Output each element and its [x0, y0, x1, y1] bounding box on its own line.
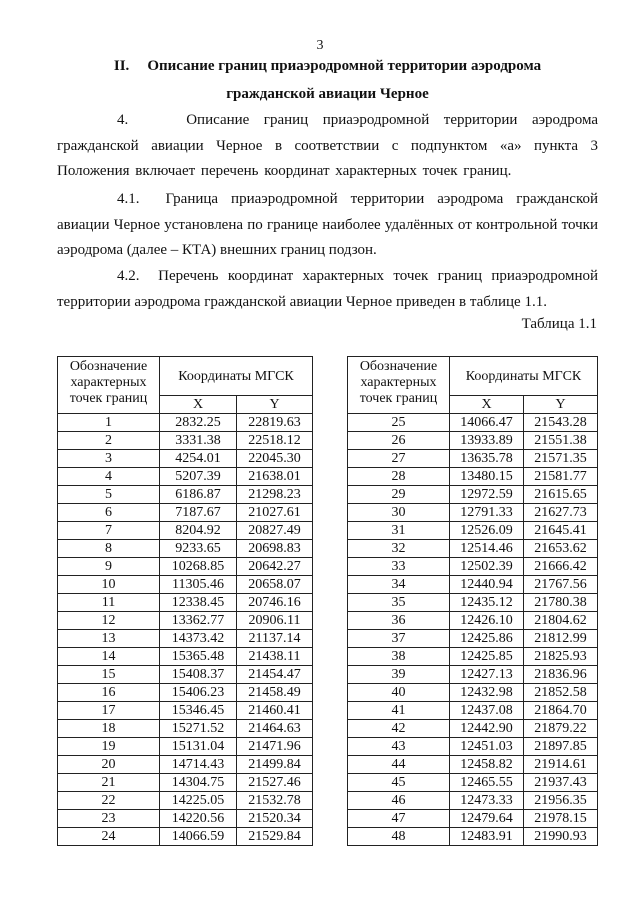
x-coordinate: 14304.75 — [160, 774, 237, 792]
y-coordinate: 20698.83 — [237, 540, 313, 558]
table-row — [58, 684, 313, 702]
x-coordinate: 12435.12 — [450, 594, 524, 612]
table-row — [58, 522, 313, 540]
point-number: 20 — [58, 756, 160, 774]
table-row — [348, 702, 598, 720]
y-coordinate: 21956.35 — [524, 792, 598, 810]
point-number: 28 — [348, 468, 450, 486]
point-number: 4 — [58, 468, 160, 486]
y-coordinate: 21812.99 — [524, 630, 598, 648]
point-number: 43 — [348, 738, 450, 756]
y-coordinate: 21460.41 — [237, 702, 313, 720]
y-coordinate: 21520.34 — [237, 810, 313, 828]
x-coordinate: 14714.43 — [160, 756, 237, 774]
y-coordinate: 21937.43 — [524, 774, 598, 792]
x-coordinate: 15406.23 — [160, 684, 237, 702]
y-coordinate: 21027.61 — [237, 504, 313, 522]
y-coordinate: 20827.49 — [237, 522, 313, 540]
point-number: 17 — [58, 702, 160, 720]
x-coordinate: 12791.33 — [450, 504, 524, 522]
point-number: 10 — [58, 576, 160, 594]
y-coordinate: 21543.28 — [524, 414, 598, 432]
point-number: 47 — [348, 810, 450, 828]
point-number: 15 — [58, 666, 160, 684]
y-coordinate: 21438.11 — [237, 648, 313, 666]
x-coordinate: 12432.98 — [450, 684, 524, 702]
point-number: 35 — [348, 594, 450, 612]
paragraph-4-2: 4.2. Перечень координат характерных точек границ приаэродромной территории аэродрома гражданской авиации Черное приведен в таблице 1.1. — [57, 268, 598, 310]
table-row — [348, 576, 598, 594]
point-number: 13 — [58, 630, 160, 648]
x-coordinate: 12483.91 — [450, 828, 524, 846]
y-coordinate: 21897.85 — [524, 738, 598, 756]
x-coordinate: 12458.82 — [450, 756, 524, 774]
table-row — [58, 648, 313, 666]
point-number: 11 — [58, 594, 160, 612]
y-coordinate: 21767.56 — [524, 576, 598, 594]
x-coordinate: 13362.77 — [160, 612, 237, 630]
x-coordinate: 15346.45 — [160, 702, 237, 720]
section-heading — [57, 58, 598, 75]
header-y: Y — [237, 396, 313, 414]
y-coordinate: 21825.93 — [524, 648, 598, 666]
table-row — [348, 666, 598, 684]
point-number: 44 — [348, 756, 450, 774]
x-coordinate: 12502.39 — [450, 558, 524, 576]
table-row — [348, 468, 598, 486]
point-number: 39 — [348, 666, 450, 684]
point-number: 26 — [348, 432, 450, 450]
x-coordinate: 11305.46 — [160, 576, 237, 594]
table-row — [348, 558, 598, 576]
header-coordinates: Координаты МГСК — [160, 357, 313, 396]
point-number: 21 — [58, 774, 160, 792]
table-row — [348, 432, 598, 450]
table-row — [348, 630, 598, 648]
y-coordinate: 21879.22 — [524, 720, 598, 738]
table-row — [58, 612, 313, 630]
point-number: 29 — [348, 486, 450, 504]
header-designation: Обозначение характерных точек границ — [58, 357, 160, 414]
point-number: 48 — [348, 828, 450, 846]
point-number: 33 — [348, 558, 450, 576]
y-coordinate: 20658.07 — [237, 576, 313, 594]
table-row — [58, 468, 313, 486]
y-coordinate: 21137.14 — [237, 630, 313, 648]
header-x: X — [450, 396, 524, 414]
table-row — [348, 774, 598, 792]
table-row — [58, 540, 313, 558]
x-coordinate: 12514.46 — [450, 540, 524, 558]
y-coordinate: 21471.96 — [237, 738, 313, 756]
table-row — [348, 522, 598, 540]
point-number: 12 — [58, 612, 160, 630]
header-designation: Обозначение характерных точек границ — [348, 357, 450, 414]
y-coordinate: 21464.63 — [237, 720, 313, 738]
point-number: 16 — [58, 684, 160, 702]
point-number: 23 — [58, 810, 160, 828]
y-coordinate: 21852.58 — [524, 684, 598, 702]
table-row — [348, 792, 598, 810]
x-coordinate: 14373.42 — [160, 630, 237, 648]
point-number: 14 — [58, 648, 160, 666]
point-number: 30 — [348, 504, 450, 522]
section-number: II. — [113, 58, 130, 74]
x-coordinate: 12425.86 — [450, 630, 524, 648]
point-number: 8 — [58, 540, 160, 558]
x-coordinate: 10268.85 — [160, 558, 237, 576]
x-coordinate: 14220.56 — [160, 810, 237, 828]
table-row — [58, 414, 313, 432]
y-coordinate: 21581.77 — [524, 468, 598, 486]
x-coordinate: 13635.78 — [450, 450, 524, 468]
table-row — [58, 810, 313, 828]
x-coordinate: 12338.45 — [160, 594, 237, 612]
table-row — [348, 756, 598, 774]
point-number: 41 — [348, 702, 450, 720]
y-coordinate: 21499.84 — [237, 756, 313, 774]
point-number: 9 — [58, 558, 160, 576]
x-coordinate: 12479.64 — [450, 810, 524, 828]
x-coordinate: 4254.01 — [160, 450, 237, 468]
x-coordinate: 3331.38 — [160, 432, 237, 450]
x-coordinate: 13480.15 — [450, 468, 524, 486]
table-row — [348, 684, 598, 702]
table-row — [348, 414, 598, 432]
y-coordinate: 21645.41 — [524, 522, 598, 540]
table-row — [58, 756, 313, 774]
table-row — [348, 648, 598, 666]
coordinates-table-right — [347, 356, 598, 846]
header-y: Y — [524, 396, 598, 414]
point-number: 7 — [58, 522, 160, 540]
x-coordinate: 2832.25 — [160, 414, 237, 432]
table-row — [58, 702, 313, 720]
point-number: 27 — [348, 450, 450, 468]
point-number: 36 — [348, 612, 450, 630]
heading-line-2: гражданской авиации Черное — [226, 86, 429, 102]
x-coordinate: 15131.04 — [160, 738, 237, 756]
point-number: 6 — [58, 504, 160, 522]
x-coordinate: 15408.37 — [160, 666, 237, 684]
x-coordinate: 6186.87 — [160, 486, 237, 504]
x-coordinate: 12426.10 — [450, 612, 524, 630]
x-coordinate: 12526.09 — [450, 522, 524, 540]
table-row — [58, 558, 313, 576]
point-number: 45 — [348, 774, 450, 792]
heading-line-1: Описание границ приаэродромной территории аэродрома — [147, 58, 542, 74]
x-coordinate: 5207.39 — [160, 468, 237, 486]
table-row — [58, 738, 313, 756]
point-number: 32 — [348, 540, 450, 558]
y-coordinate: 21458.49 — [237, 684, 313, 702]
point-number: 38 — [348, 648, 450, 666]
table-row — [348, 450, 598, 468]
table-caption: Таблица 1.1 — [521, 316, 597, 332]
table-row — [58, 504, 313, 522]
table-row — [58, 450, 313, 468]
point-number: 18 — [58, 720, 160, 738]
point-number: 22 — [58, 792, 160, 810]
x-coordinate: 12437.08 — [450, 702, 524, 720]
point-number: 37 — [348, 630, 450, 648]
y-coordinate: 22819.63 — [237, 414, 313, 432]
point-number: 5 — [58, 486, 160, 504]
x-coordinate: 12425.85 — [450, 648, 524, 666]
y-coordinate: 21804.62 — [524, 612, 598, 630]
table-row — [58, 486, 313, 504]
x-coordinate: 12972.59 — [450, 486, 524, 504]
point-number: 2 — [58, 432, 160, 450]
point-number: 3 — [58, 450, 160, 468]
y-coordinate: 21532.78 — [237, 792, 313, 810]
table-row — [58, 792, 313, 810]
x-coordinate: 13933.89 — [450, 432, 524, 450]
point-number: 40 — [348, 684, 450, 702]
point-number: 25 — [348, 414, 450, 432]
x-coordinate: 14225.05 — [160, 792, 237, 810]
table-row — [348, 486, 598, 504]
point-number: 34 — [348, 576, 450, 594]
y-coordinate: 21864.70 — [524, 702, 598, 720]
table-row — [58, 720, 313, 738]
y-coordinate: 21990.93 — [524, 828, 598, 846]
x-coordinate: 15271.52 — [160, 720, 237, 738]
point-number: 19 — [58, 738, 160, 756]
y-coordinate: 21914.61 — [524, 756, 598, 774]
table-row — [58, 576, 313, 594]
paragraph-4-1: 4.1. Граница приаэродромной территории аэродрома гражданской авиации Черное установлена по границе наиболее удалённых от контрольной точки аэродрома (далее – КТА) внешних границ подзон. — [57, 191, 598, 259]
y-coordinate: 21615.65 — [524, 486, 598, 504]
table-row — [348, 594, 598, 612]
x-coordinate: 12440.94 — [450, 576, 524, 594]
x-coordinate: 9233.65 — [160, 540, 237, 558]
y-coordinate: 21454.47 — [237, 666, 313, 684]
table-row — [348, 612, 598, 630]
y-coordinate: 21627.73 — [524, 504, 598, 522]
x-coordinate: 12427.13 — [450, 666, 524, 684]
x-coordinate: 12451.03 — [450, 738, 524, 756]
point-number: 42 — [348, 720, 450, 738]
header-coordinates: Координаты МГСК — [450, 357, 598, 396]
y-coordinate: 21571.35 — [524, 450, 598, 468]
table-body-left — [58, 414, 313, 846]
x-coordinate: 7187.67 — [160, 504, 237, 522]
y-coordinate: 20906.11 — [237, 612, 313, 630]
y-coordinate: 21780.38 — [524, 594, 598, 612]
table-row — [348, 738, 598, 756]
point-number: 1 — [58, 414, 160, 432]
table-row — [348, 810, 598, 828]
table-row — [58, 828, 313, 846]
y-coordinate: 21836.96 — [524, 666, 598, 684]
table-row — [348, 504, 598, 522]
x-coordinate: 12465.55 — [450, 774, 524, 792]
y-coordinate: 21653.62 — [524, 540, 598, 558]
paragraph-4: 4. Описание границ приаэродромной территории аэродрома гражданской авиации Черное в соответствии с подпунктом «а» пункта 3 Положения включает перечень координат характерных точек границ. — [57, 112, 598, 180]
table-row — [58, 630, 313, 648]
y-coordinate: 20642.27 — [237, 558, 313, 576]
table-row — [58, 432, 313, 450]
x-coordinate: 12473.33 — [450, 792, 524, 810]
point-number: 31 — [348, 522, 450, 540]
y-coordinate: 21978.15 — [524, 810, 598, 828]
x-coordinate: 14066.47 — [450, 414, 524, 432]
x-coordinate: 14066.59 — [160, 828, 237, 846]
table-row — [58, 774, 313, 792]
y-coordinate: 20746.16 — [237, 594, 313, 612]
x-coordinate: 12442.90 — [450, 720, 524, 738]
table-row — [348, 540, 598, 558]
table-row — [348, 828, 598, 846]
y-coordinate: 22518.12 — [237, 432, 313, 450]
table-row — [58, 666, 313, 684]
y-coordinate: 21298.23 — [237, 486, 313, 504]
x-coordinate: 15365.48 — [160, 648, 237, 666]
table-body-right — [348, 414, 598, 846]
y-coordinate: 22045.30 — [237, 450, 313, 468]
y-coordinate: 21666.42 — [524, 558, 598, 576]
x-coordinate: 8204.92 — [160, 522, 237, 540]
y-coordinate: 21551.38 — [524, 432, 598, 450]
y-coordinate: 21527.46 — [237, 774, 313, 792]
header-x: X — [160, 396, 237, 414]
table-row — [58, 594, 313, 612]
page-number: 3 — [316, 38, 324, 53]
coordinates-table-left — [57, 356, 313, 846]
point-number: 24 — [58, 828, 160, 846]
point-number: 46 — [348, 792, 450, 810]
y-coordinate: 21638.01 — [237, 468, 313, 486]
table-row — [348, 720, 598, 738]
y-coordinate: 21529.84 — [237, 828, 313, 846]
